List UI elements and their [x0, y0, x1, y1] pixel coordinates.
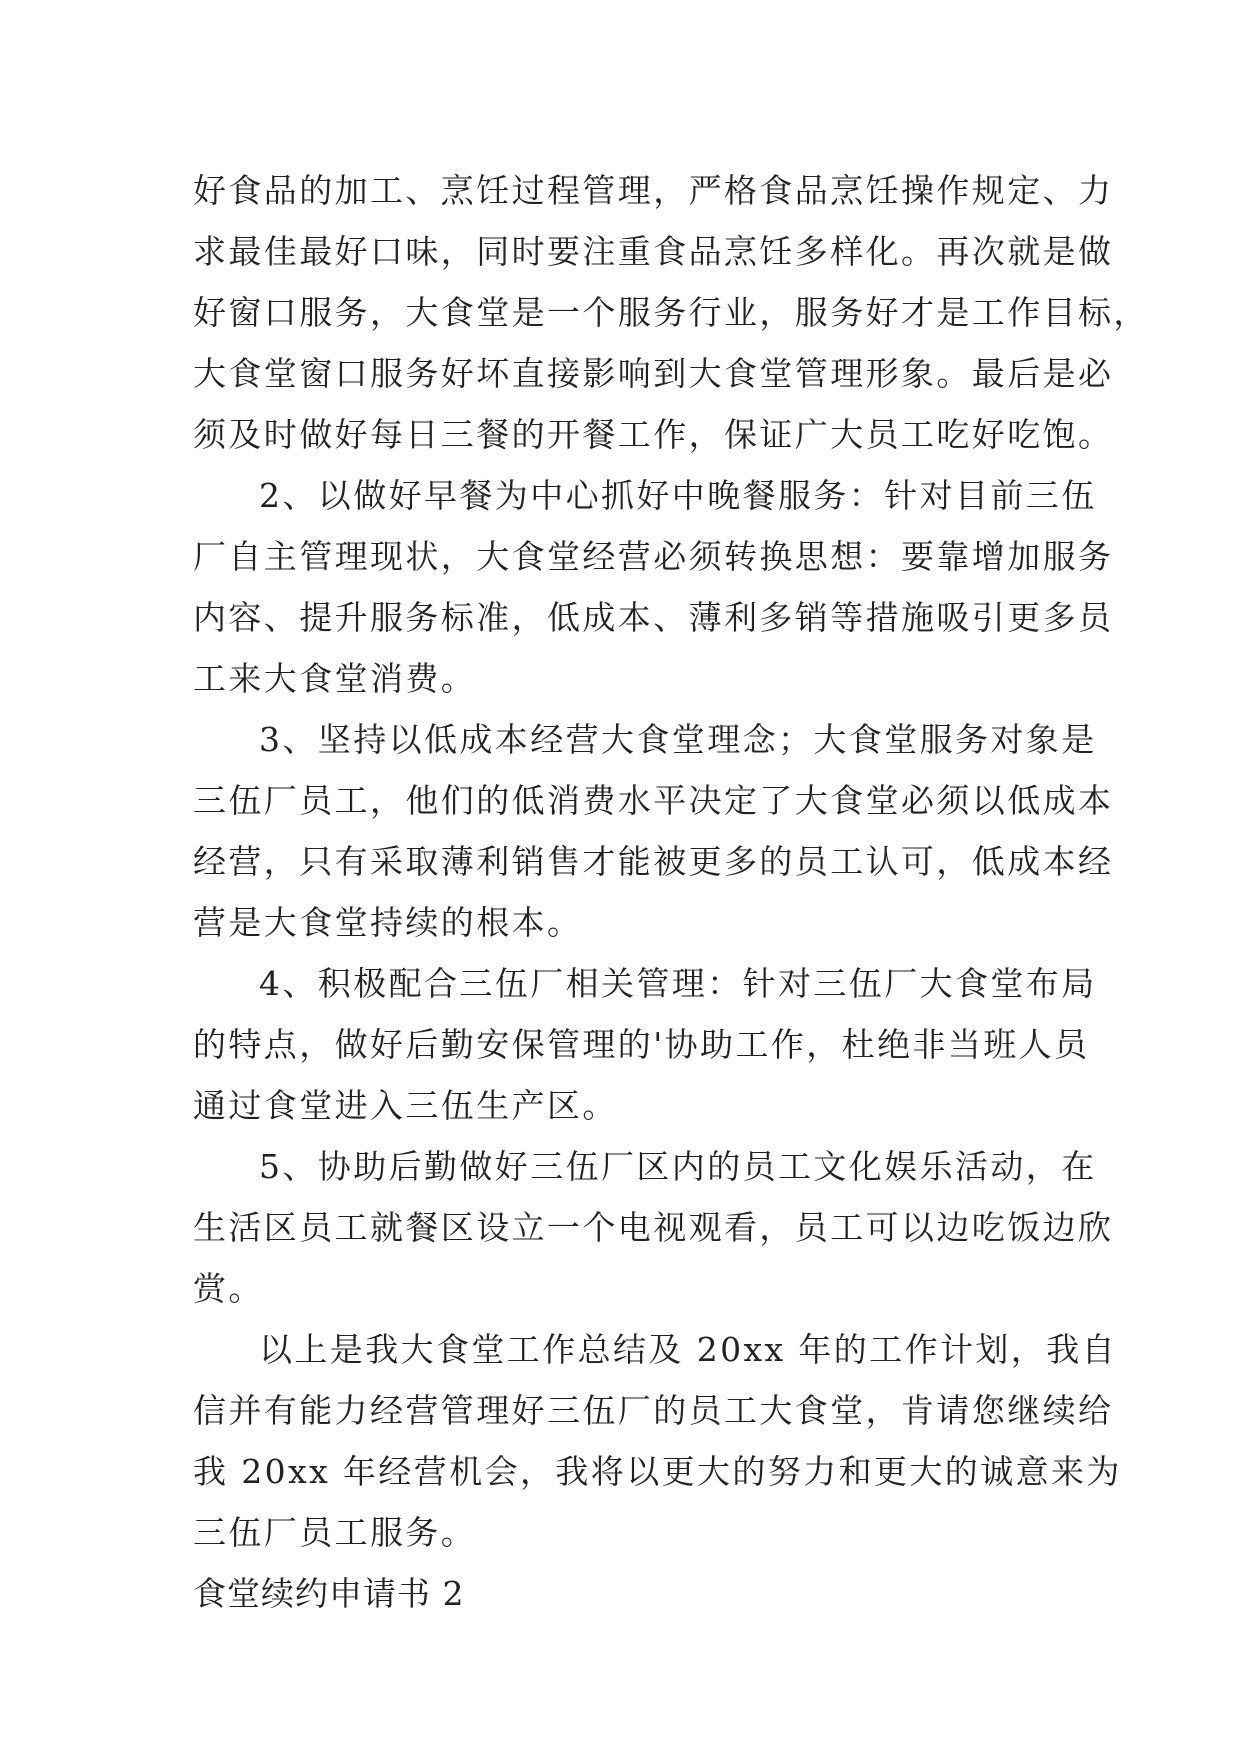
text-line: 赏。: [193, 1269, 264, 1308]
text-line: 通过食堂进入三伍生产区。: [193, 1086, 618, 1125]
text-line: 内容、提升服务标准，低成本、薄利多销等措施吸引更多员: [193, 598, 1114, 637]
section-heading: 食堂续约申请书 2: [193, 1574, 465, 1613]
text-line: 三伍厂员工，他们的低消费水平决定了大食堂必须以低成本: [193, 781, 1114, 820]
text-line: 经营，只有采取薄利销售才能被更多的员工认可，低成本经: [193, 842, 1114, 881]
text-line: 信并有能力经营管理好三伍厂的员工大食堂，肯请您继续给: [193, 1391, 1114, 1430]
paragraph-2-first-line: 2、以做好早餐为中心抓好中晚餐服务：针对目前三伍: [259, 476, 1097, 515]
text-line: 我 20xx 年经营机会，我将以更大的努力和更大的诚意来为: [193, 1452, 1122, 1491]
text-line: 求最佳最好口味，同时要注重食品烹饪多样化。再次就是做: [193, 232, 1114, 271]
text-line: 工来大食堂消费。: [193, 659, 477, 698]
text-line: 大食堂窗口服务好坏直接影响到大食堂管理形象。最后是必: [193, 354, 1114, 393]
text-line: 的特点，做好后勤安保管理的'协助工作，杜绝非当班人员: [193, 1025, 1090, 1064]
closing-paragraph-first-line: 以上是我大食堂工作总结及 20xx 年的工作计划，我自: [259, 1330, 1117, 1369]
text-line: 生活区员工就餐区设立一个电视观看，员工可以边吃饭边欣: [193, 1208, 1114, 1247]
text-line: 好窗口服务，大食堂是一个服务行业，服务好才是工作目标，: [193, 293, 1149, 332]
paragraph-4-first-line: 4、积极配合三伍厂相关管理：针对三伍厂大食堂布局: [259, 964, 1097, 1003]
paragraph-3-first-line: 3、坚持以低成本经营大食堂理念；大食堂服务对象是: [259, 720, 1097, 759]
document-body: [193, 160, 1149, 1624]
text-line: 好食品的加工、烹饪过程管理，严格食品烹饪操作规定、力: [193, 171, 1114, 210]
paragraph-5-first-line: 5、协助后勤做好三伍厂区内的员工文化娱乐活动，在: [259, 1147, 1097, 1186]
text-line: 营是大食堂持续的根本。: [193, 903, 583, 942]
text-line: 厂自主管理现状，大食堂经营必须转换思想：要靠增加服务: [193, 537, 1114, 576]
text-line: 须及时做好每日三餐的开餐工作，保证广大员工吃好吃饱。: [193, 415, 1114, 454]
text-line: 三伍厂员工服务。: [193, 1513, 477, 1552]
